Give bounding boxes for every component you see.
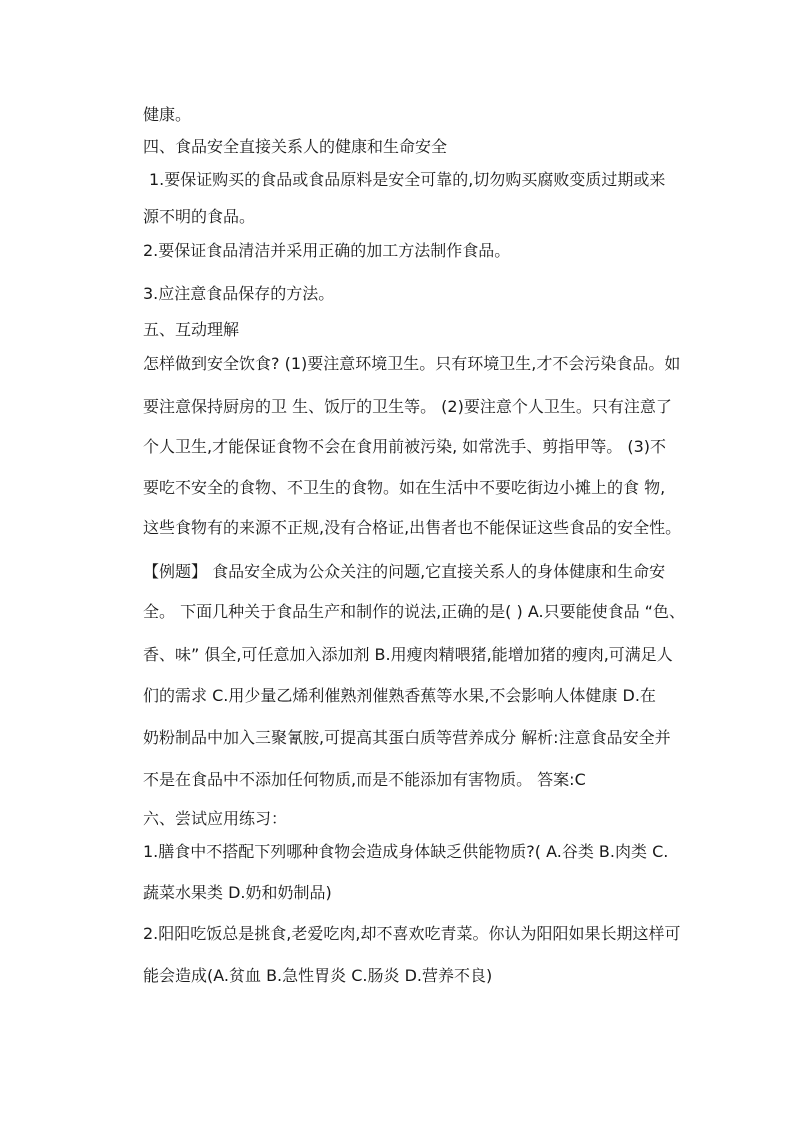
text-line: 能会造成(A.贫血 B.急性胃炎 C.肠炎 D.营养不良) [143,966,493,985]
text-line: 2.阳阳吃饭总是挑食,老爱吃肉,却不喜欢吃青菜。你认为阳阳如果长期这样可 [143,924,681,943]
text-line: 这些食物有的来源不正规,没有合格证,出售者也不能保证这些食品的安全性。 [143,518,682,537]
section-heading: 六、尝试应用练习： [143,809,288,828]
text-line: 要吃不安全的食物、不卫生的食物。如在生活中不要吃街边小摊上的食 物, [143,478,666,497]
text-line: 1.膳食中不搭配下列哪种食物会造成身体缺乏供能物质?( A.谷类 B.肉类 C. [143,842,669,861]
text-line: 要注意保持厨房的卫 生、饭厅的卫生等。 (2)要注意个人卫生。只有注意了 [143,397,672,416]
section-heading: 四、食品安全直接关系人的健康和生命安全 [143,137,448,156]
text-line: 香、味” 俱全,可任意加入添加剂 B.用瘦肉精喂猪,能增加猪的瘦肉,可满足人 [143,645,673,664]
text-line: 健康。 [143,105,192,124]
text-line: 不是在食品中不添加任何物质,而是不能添加有害物质。 答案:C [143,770,586,789]
text-line: 们的需求 C.用少量乙烯利催熟剂催熟香蕉等水果,不会影响人体健康 D.在 [143,686,656,705]
text-line: 源不明的食品。 [143,207,256,226]
text-line: 奶粉制品中加入三聚氰胺,可提高其蛋白质等营养成分 解析:注意食品安全并 [143,728,671,747]
text-line: 2.要保证食品清洁并采用正确的加工方法制作食品。 [143,241,511,260]
section-heading: 五、互动理解 [143,320,240,339]
text-line: 3.应注意食品保存的方法。 [143,284,335,303]
text-line: 全。 下面几种关于食品生产和制作的说法,正确的是( ) A.只要能使食品 “色、 [143,602,685,621]
text-line: 蔬菜水果类 D.奶和奶制品) [143,883,332,902]
text-line: 1.要保证购买的食品或食品原料是安全可靠的,切勿购买腐败变质过期或来 [149,170,666,189]
text-line: 【例题】 食品安全成为公众关注的问题,它直接关系人的身体健康和生命安 [143,562,666,581]
text-line: 怎样做到安全饮食? (1)要注意环境卫生。只有环境卫生,才不会污染食品。如 [143,354,681,373]
text-line: 个人卫生,才能保证食物不会在食用前被污染, 如常洗手、剪指甲等。 (3)不 [143,437,667,456]
